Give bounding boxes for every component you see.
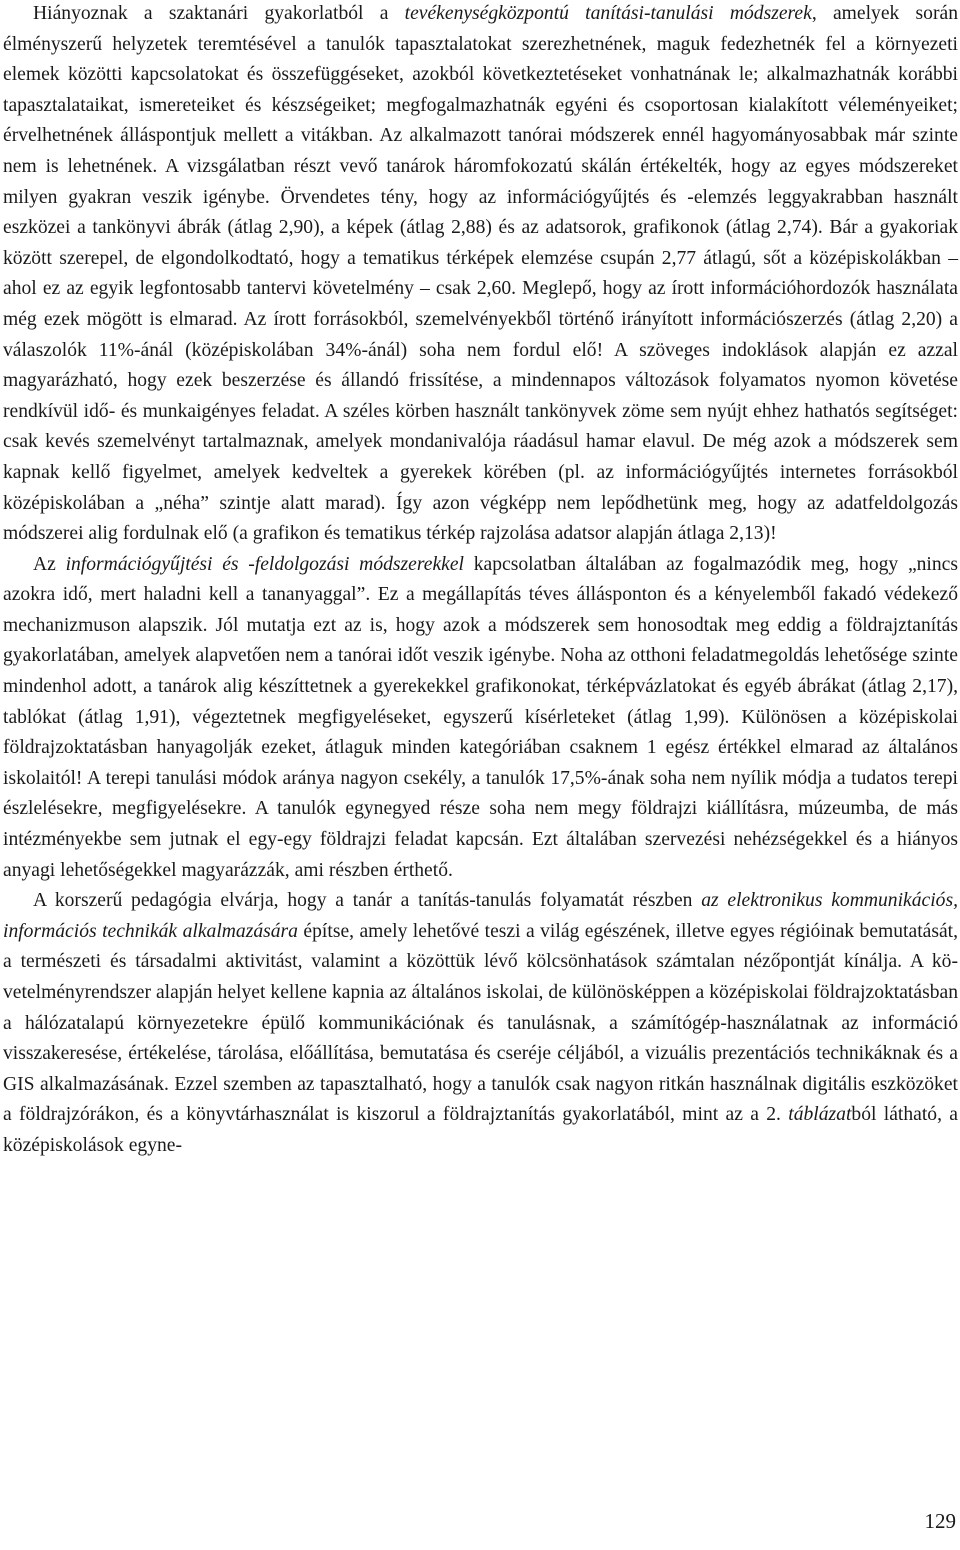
paragraph-3-text-1: A korszerű pedagógia elvárja, hogy a tanár a tanítás-tanulás folyamatát részben [33, 890, 702, 912]
paragraph-1-italic-term: tevékenységközpontú tanítási-tanulási módszerek [404, 3, 812, 24]
paragraph-1-text-1: Hiányoznak a szaktanári gyakorlatból a [33, 3, 405, 24]
paragraph-3-italic-term: az elektronikus kommunikációs, információs technikák alkalmazására [3, 890, 958, 942]
paragraph-2-italic-term: információgyűjtési és -feldolgozási módszerekkel [65, 553, 465, 575]
paragraph-1 [3, 0, 958, 550]
paragraph-3-text-2: építse, amely lehetővé teszi a világ egészének, illetve egyes régióinak bemutatását, a természeti és társadalmi aktivitást, valamint a közöttük lévő kölcsönhatások számtalan nézőpontját kínálja. A követelményrendszer alapján helyet kellene kapnia az általános iskolai, de különösképpen a középiskolai földrajzoktatásban a hálózatalapú környezetekre épülő kommunikációnak és tanulásnak, a számítógép-használatnak az információ visszakeresése, értékelése, tárolása, előállítása, bemutatása és cseréje céljából, a vizuális prezentációs technikáknak és a GIS alkalmazásának. Ezzel szemben az tapasztalható, hogy a tanulók csak nagyon ritkán használnak digitális eszközöket a földrajzórákon, és a könyvtárhasználat is kiszorul a földrajztanítás gyakorlatából, mint az a 2. [3, 920, 959, 1126]
paragraph-2 [3, 550, 958, 887]
paragraph-2-text-2: kapcsolatban általában az fogalmazódik meg, hogy „nincs azokra idő, mert haladni kell a tananyaggal”. Ez a megállapítás téves állásponton és a kényelemből fakadó védekező mechanizmuson alapszik. Jól mutatja ezt az is, hogy azok a módszerek sem honosodtak meg eddig a földrajztanítás gyakorlatában, amelyek alapvetően nem a tanórai időt veszik igénybe. Noha az otthoni feladatmegoldás lehetősége szinte mindenhol adott, a tanárok alig készíttetnek a gyerekekkel grafikonokat, térképvázlatokat és egyéb ábrákat (átlag 2,17), tablókat (átlag 1,91), végeztetnek megfigyeléseket, egyszerű kísérleteket (átlag 1,99). Különösen a középiskolai földrajzoktatásban hanyagolják ezeket, átlaguk minden kategóriában csaknem 1 egész értékkel elmarad az általános iskolaitól! A terepi tanulási módok aránya nagyon csekély, a tanulók 17,5%-ának soha nem nyílik módja a tudatos terepi észlelésekre, megfigyelésekre. A tanulók egynegyed része soha nem megy földrajzi kiállításra, múzeumba, de más intézményekbe sem jutnak el egy-egy földrajzi feladat kapcsán. Ezt általában szervezési nehézségekkel és a hiányos anyagi lehetőségekkel magyarázzák, ami részben érthető. [3, 553, 958, 881]
paragraph-3 [3, 886, 958, 1161]
page-number: 129 [924, 1509, 956, 1533]
paragraph-3-text-3: ból látható, a középiskolások egyne- [3, 1104, 958, 1156]
paragraph-2-text-1: Az [33, 553, 66, 575]
paragraph-3-italic-table-ref: táblázat [788, 1104, 852, 1126]
paragraph-1-text-2: , amelyek során élményszerű helyzetek teremtésével a tanulók tapasztalatokat szerezhetnének, maguk fedezhetnék fel a környezeti elemek közötti kapcsolatokat és összefüggéseket, azokból következtetéseket vonhatnának le; alkalmazhatnák korábbi tapasztalataikat, ismereteiket és készségeiket; megfogalmazhatnák egyéni és csoportosan kialakított véleményeiket; érvelhetnének álláspontjuk mellett a vitákban. Az alkalmazott tanórai módszerek ennél hagyományosabbak már szinte nem is lehetnének. A vizsgálatban részt vevő tanárok háromfokozatú skálán értékelték, hogy az egyes módszereket milyen gyakran veszik igénybe. Örvendetes tény, hogy az információgyűjtés és -elemzés leggyakrabban használt eszközei a tankönyvi ábrák (átlag 2,90), a képek (átlag 2,88) és az adatsorok, grafikonok (átlag 2,74). Bár a gyakoriak között szerepel, de elgondolkodtató, hogy a tematikus térképek elemzése csupán 2,77 átlagú, sőt a középiskolákban – ahol ez az egyik legfontosabb tantervi követelmény – csak 2,60. Meglepő, hogy az írott információhordozók használata még ezek mögött is elmarad. Az írott forrásokból, szemelvényekből történő irányított információszerzés (átlag 2,20) a válaszolók 11%-ánál (középiskolában 34%-ánál) soha nem fordul elő! A szöveges indoklások alapján ez azzal magyarázható, hogy ezek beszerzése és állandó frissítése, a mindennapos változások folyamatos nyomon követése rendkívül idő- és munkaigényes feladat. A széles körben használt tankönyvek zöme sem nyújt ehhez hathatós segítséget: csak kevés szemelvényt tartalmaznak, amelyek mondanivalója ráadásul hamar elavul. De még azok a módszerek sem kapnak kellő figyelmet, amelyek kedveltek a gyerekek körében (pl. az információgyűjtés internetes forrásokból középiskolában a „néha” szintje alatt marad). Így azon végképp nem lepődhetünk meg, hogy az adatfeldolgozás módszerei alig fordulnak elő (a grafikon és tematikus térkép rajzolása adatsor alapján átlaga 2,13)! [3, 3, 958, 545]
